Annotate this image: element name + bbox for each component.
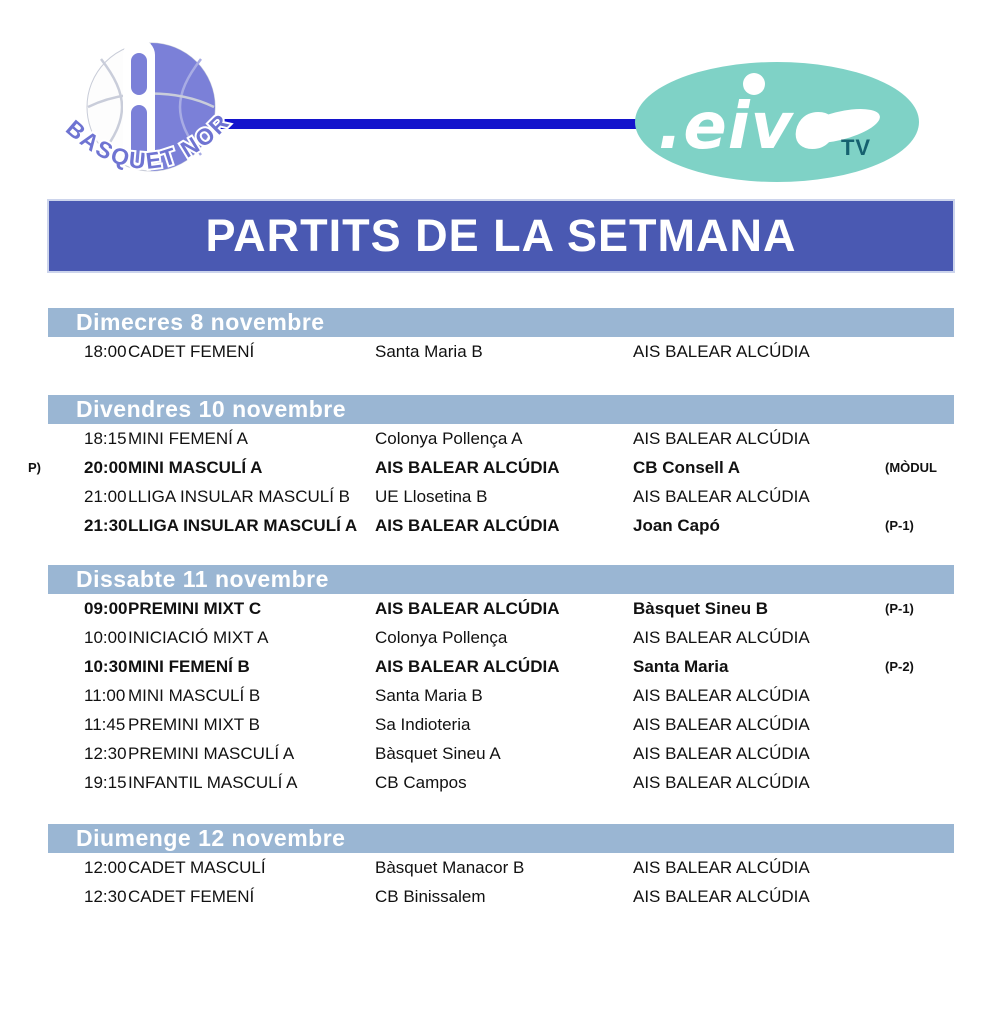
match-category: MINI FEMENÍ B [128, 657, 250, 676]
match-time: 18:00 [84, 342, 127, 361]
match-away-team: AIS BALEAR ALCÚDIA [633, 487, 810, 506]
day-section [48, 308, 954, 366]
match-category: MINI FEMENÍ A [128, 429, 248, 448]
match-time: 18:15 [84, 429, 127, 448]
match-home-team: Santa Maria B [375, 342, 483, 361]
day-rows [48, 337, 954, 366]
match-away-team: AIS BALEAR ALCÚDIA [633, 887, 810, 906]
day-header: Dimecres 8 novembre [48, 308, 954, 337]
match-home-team: Bàsquet Sineu A [375, 744, 501, 763]
match-home-team: AIS BALEAR ALCÚDIA [375, 516, 560, 535]
match-note: (P-1) [885, 601, 914, 616]
match-home-team: CB Binissalem [375, 887, 486, 906]
match-home-team: AIS BALEAR ALCÚDIA [375, 599, 560, 618]
page-title: PARTITS DE LA SETMANA [205, 210, 797, 261]
match-row [28, 453, 954, 482]
match-away-team: Santa Maria [633, 657, 729, 676]
match-away-team: Joan Capó [633, 516, 720, 535]
match-category: MINI MASCULÍ A [128, 458, 263, 477]
match-category: LLIGA INSULAR MASCULÍ B [128, 487, 351, 506]
match-away-team: AIS BALEAR ALCÚDIA [633, 686, 810, 705]
match-away-team: AIS BALEAR ALCÚDIA [633, 429, 810, 448]
match-time: 11:00 [84, 686, 126, 705]
match-home-team: CB Campos [375, 773, 467, 792]
match-row [48, 594, 954, 623]
match-home-team: UE Llosetina B [375, 487, 488, 506]
match-time: 10:00 [84, 628, 127, 647]
match-category: CADET FEMENÍ [128, 342, 255, 361]
match-time: 21:30 [84, 516, 128, 535]
match-row [48, 424, 954, 453]
day-rows [28, 424, 954, 540]
match-home-team: Colonya Pollença A [375, 429, 523, 448]
match-time: 11:45 [84, 715, 126, 734]
day-header: Diumenge 12 novembre [48, 824, 954, 853]
match-row [48, 739, 954, 768]
match-row [48, 710, 954, 739]
match-note: (P-2) [885, 659, 914, 674]
match-time: 10:30 [84, 657, 128, 676]
match-home-team: Colonya Pollença [375, 628, 508, 647]
basquet-nord-wordmark: BASQUET NORD [53, 4, 236, 175]
match-note: (MÒDUL [885, 460, 937, 475]
match-row [48, 482, 954, 511]
match-category: CADET FEMENÍ [128, 887, 255, 906]
match-category: PREMINI MASCULÍ A [128, 744, 295, 763]
match-category: INICIACIÓ MIXT A [128, 628, 269, 647]
day-section [28, 395, 954, 540]
day-header: Dissabte 11 novembre [48, 565, 954, 594]
match-category: PREMINI MIXT B [128, 715, 260, 734]
match-time: 20:00 [84, 458, 128, 477]
match-away-team: AIS BALEAR ALCÚDIA [633, 773, 810, 792]
match-home-team: Bàsquet Manacor B [375, 858, 525, 877]
match-home-team: Sa Indioteria [375, 715, 471, 734]
match-time: 12:00 [84, 858, 127, 877]
match-row [48, 652, 954, 681]
match-away-team: AIS BALEAR ALCÚDIA [633, 744, 810, 763]
day-section [48, 824, 954, 911]
day-header: Divendres 10 novembre [48, 395, 954, 424]
match-time: 12:30 [84, 744, 127, 763]
match-time: 19:15 [84, 773, 127, 792]
day-rows [48, 853, 954, 911]
match-note: (P-1) [885, 518, 914, 533]
match-row [48, 768, 954, 797]
match-row [48, 337, 954, 366]
match-away-team: CB Consell A [633, 458, 741, 477]
match-away-team: Bàsquet Sineu B [633, 599, 769, 618]
match-category: INFANTIL MASCULÍ A [128, 773, 298, 792]
match-row [48, 882, 954, 911]
match-away-team: AIS BALEAR ALCÚDIA [633, 342, 810, 361]
match-row [48, 853, 954, 882]
day-rows [48, 594, 954, 797]
match-row [48, 681, 954, 710]
eivo-wordmark: .eivo [658, 90, 839, 164]
match-time: 09:00 [84, 599, 128, 618]
match-away-team: AIS BALEAR ALCÚDIA [633, 628, 810, 647]
match-category: CADET MASCULÍ [128, 858, 266, 877]
match-row [48, 511, 954, 540]
tv-label: TV [840, 135, 872, 160]
match-home-team: AIS BALEAR ALCÚDIA [375, 657, 560, 676]
match-category: LLIGA INSULAR MASCULÍ A [128, 516, 358, 535]
match-time: 12:30 [84, 887, 127, 906]
match-home-team: Santa Maria B [375, 686, 483, 705]
match-away-team: AIS BALEAR ALCÚDIA [633, 715, 810, 734]
match-category: MINI MASCULÍ B [128, 686, 261, 705]
match-marker: P) [28, 460, 41, 475]
match-away-team: AIS BALEAR ALCÚDIA [633, 858, 810, 877]
match-category: PREMINI MIXT C [128, 599, 262, 618]
schedule [28, 0, 954, 1024]
match-home-team: AIS BALEAR ALCÚDIA [375, 458, 560, 477]
match-row [48, 623, 954, 652]
day-section [48, 565, 954, 797]
match-time: 21:00 [84, 487, 127, 506]
